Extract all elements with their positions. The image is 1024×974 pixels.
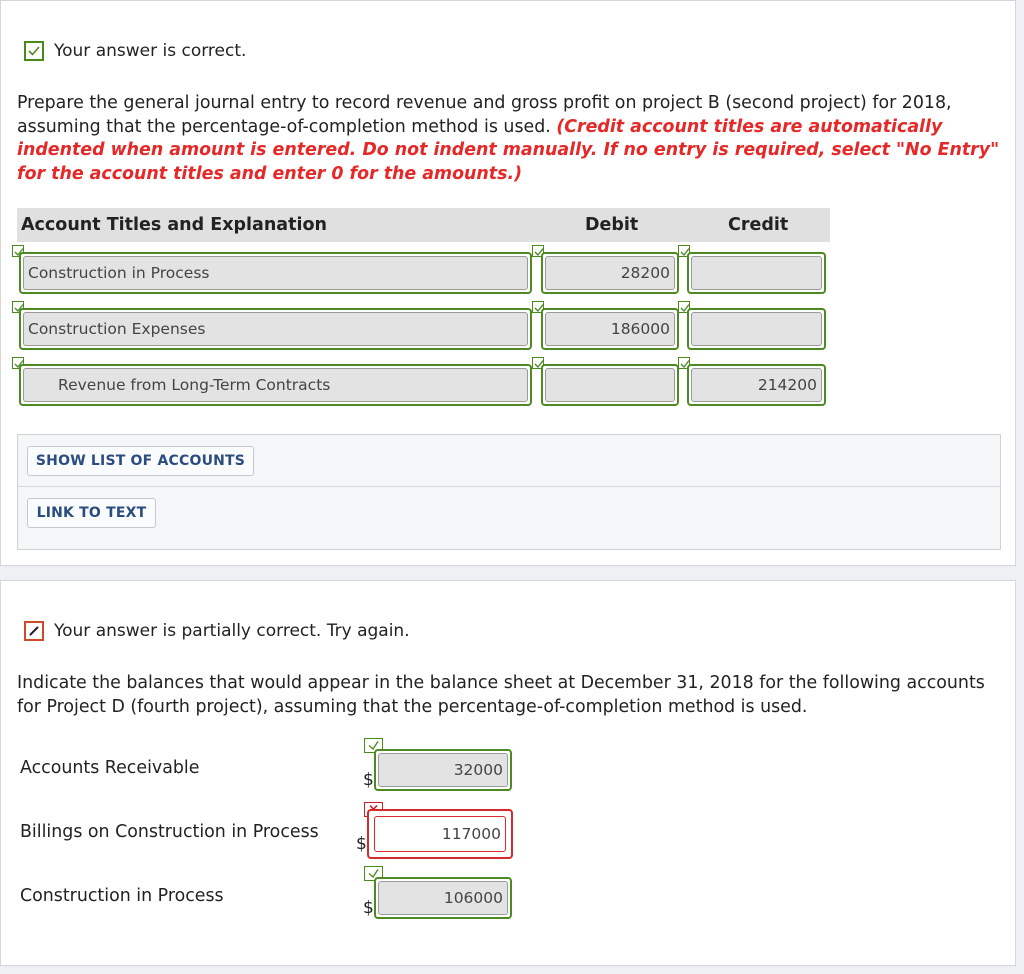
link-to-text-button[interactable]: LINK TO TEXT [27,498,156,528]
pencil-icon [24,621,44,641]
status-text-partial: Your answer is partially correct. Try again. [54,621,410,641]
balance-label-construction-in-process: Construction in Process [20,886,224,906]
billings-field[interactable] [367,809,513,859]
check-icon [24,41,44,61]
row-3-debit-field[interactable] [541,364,679,406]
show-list-of-accounts-button[interactable]: SHOW LIST OF ACCOUNTS [27,446,254,476]
row-2-debit-field[interactable] [541,308,679,350]
construction-in-process-value: 106000 [378,881,508,915]
row-1-credit-field[interactable] [687,252,826,294]
journal-table-header [17,208,830,242]
balance-label-billings: Billings on Construction in Process [20,822,319,842]
accounts-receivable-value: 32000 [378,753,508,787]
row-3-account-field[interactable] [19,364,532,406]
row-2-debit-value: 186000 [545,312,675,346]
header-debit: Debit [585,215,639,235]
row-2-credit-value [691,312,822,346]
row-3-account-value: Revenue from Long-Term Contracts [23,368,528,402]
question-text [17,92,1007,186]
currency-symbol: $ [363,898,374,918]
currency-symbol: $ [363,770,374,790]
row-1-account-field[interactable] [19,252,532,294]
header-credit: Credit [728,215,789,235]
row-3-credit-value: 214200 [691,368,822,402]
row-1-debit-field[interactable] [541,252,679,294]
question-note: (Credit account titles are automatically indented when amount is entered. Do not indent manually. If no entry is required, select "No Entry" for the account titles and enter 0 for the amounts.) [17,116,1000,184]
currency-symbol: $ [356,834,367,854]
row-2-credit-field[interactable] [687,308,826,350]
row-1-debit-value: 28200 [545,256,675,290]
row-2-account-field[interactable] [19,308,532,350]
row-1-account-value: Construction in Process [23,256,528,290]
divider [18,486,1000,487]
construction-in-process-field[interactable] [374,877,512,919]
balance-label-accounts-receivable: Accounts Receivable [20,758,200,778]
row-3-debit-value [545,368,675,402]
row-1-credit-value [691,256,822,290]
status-text-correct: Your answer is correct. [54,41,247,61]
row-2-account-value: Construction Expenses [23,312,528,346]
question-panel-2 [0,580,1016,966]
question-main: Prepare the general journal entry to record revenue and gross profit on project B (second project) for 2018, assuming that the percentage-of-completion method is used. [17,93,952,137]
tools-box [17,434,1001,550]
accounts-receivable-field[interactable] [374,749,512,791]
question-text-2: Indicate the balances that would appear in the balance sheet at December 31, 2018 for the following accounts for Project D (fourth project), assuming that the percentage-of-completion method is used. [17,673,985,717]
row-3-credit-field[interactable] [687,364,826,406]
billings-value: 117000 [374,816,506,852]
header-account: Account Titles and Explanation [21,215,327,235]
